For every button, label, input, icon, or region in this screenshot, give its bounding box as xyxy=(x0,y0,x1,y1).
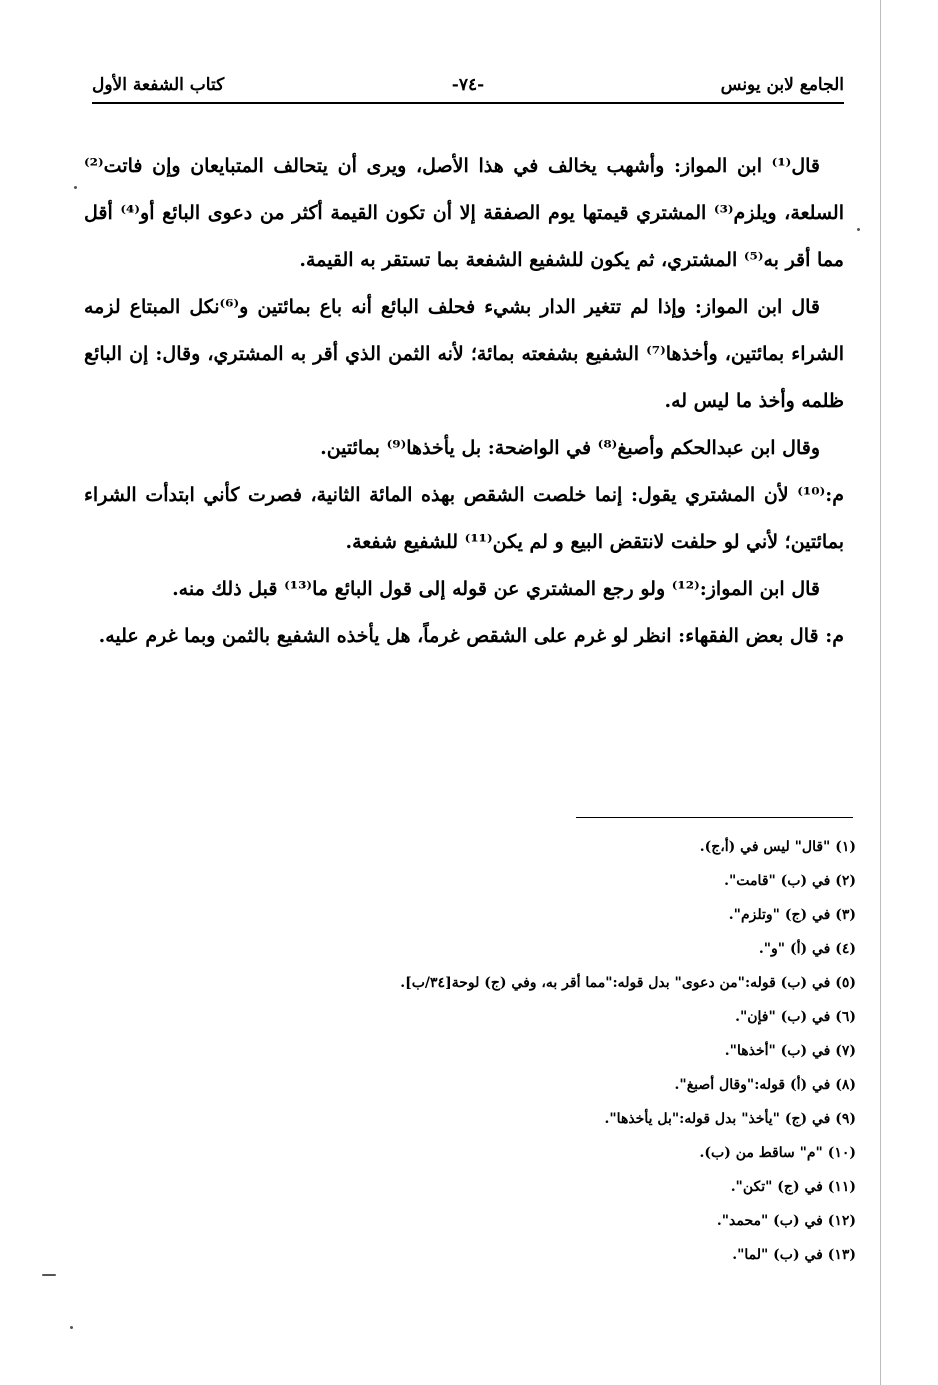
footnote: (١١) في (ج) "تكن". xyxy=(730,1179,856,1195)
footnote: (٧) في (ب) "أخذها". xyxy=(724,1043,856,1059)
scan-speck xyxy=(74,186,77,189)
main-text xyxy=(84,143,844,660)
paragraph: م:⁽¹⁰⁾ لأن المشتري يقول: إنما خلصت الشقص بهذه المائة الثانية، فصرت كأني ابتدأت الشراء بمائتين؛ لأني لو حلفت لانتقض البيع و لم يكن⁽¹¹⁾ للشفيع شفعة. xyxy=(84,484,844,553)
scan-speck xyxy=(70,1326,73,1329)
paragraph: م: قال بعض الفقهاء: انظر لو غرم على الشقص غرماً، هل يأخذه الشفيع بالثمن وبما غرم عليه. xyxy=(98,625,844,647)
footnote: (١٢) في (ب) "محمد". xyxy=(716,1213,856,1229)
footnotes-list xyxy=(300,830,856,1272)
scan-speck xyxy=(857,228,860,231)
footnote: (١٠) "م" ساقط من (ب). xyxy=(699,1145,856,1161)
footnote: (٤) في (أ) "و". xyxy=(758,941,856,957)
footnote: (٩) في (ج) "يأخذ" بدل قوله:"بل يأخذها". xyxy=(604,1111,856,1127)
running-title-chapter: كتاب الشفعة الأول xyxy=(92,75,225,95)
footnote: (١٣) في (ب) "لما". xyxy=(732,1247,856,1263)
paragraph: وقال ابن عبدالحكم وأصبغ⁽⁸⁾ في الواضحة: بل يأخذها⁽⁹⁾ بمائتين. xyxy=(320,437,820,459)
page-edge-line xyxy=(880,0,881,1385)
scan-speck xyxy=(42,1274,56,1276)
footnote: (٣) في (ج) "وتلزم". xyxy=(728,907,856,923)
paragraph: قال ابن المواز: وإذا لم تتغير الدار بشيء فحلف البائع أنه باع بمائتين و⁽⁶⁾نكل المبتاع لزمه الشراء بمائتين، وأخذها⁽⁷⁾ الشفيع بشفعته بمائة؛ لأنه الثمن الذي أقر به المشتري، وقال: إن البائع ظلمه وأخذ ما ليس له. xyxy=(84,296,845,412)
page-number: -٧٤- xyxy=(451,75,485,95)
footnote: (٨) في (أ) قوله:"وقال أصبغ". xyxy=(674,1077,856,1093)
running-title-book: الجامع لابن يونس xyxy=(720,75,844,95)
footnote-separator xyxy=(576,817,853,818)
footnote: (١) "قال" ليس في (أ،ج). xyxy=(699,839,856,855)
header-rule xyxy=(92,102,844,104)
paragraph: قال ابن المواز:⁽¹²⁾ ولو رجع المشتري عن قوله إلى قول البائع ما⁽¹³⁾ قبل ذلك منه. xyxy=(172,578,820,600)
footnote: (٢) في (ب) "قامت". xyxy=(724,873,856,889)
footnote: (٥) في (ب) قوله:"من دعوى" بدل قوله:"مما أقر به، وفي (ج) لوحة[٣٤/ب]. xyxy=(400,975,856,991)
paragraph: قال⁽¹⁾ ابن المواز: وأشهب يخالف في هذا الأصل، ويرى أن يتحالف المتبايعان وإن فاتت⁽²⁾ السلعة، ويلزم⁽³⁾ المشتري قيمتها يوم الصفقة إلا أن تكون القيمة أكثر من دعوى البائع أو⁽⁴⁾ أقل مما أقر به⁽⁵⁾ المشتري، ثم يكون للشفيع الشفعة بما تستقر به القيمة. xyxy=(84,155,844,271)
footnote: (٦) في (ب) "فإن". xyxy=(735,1009,856,1025)
running-header xyxy=(92,72,844,106)
